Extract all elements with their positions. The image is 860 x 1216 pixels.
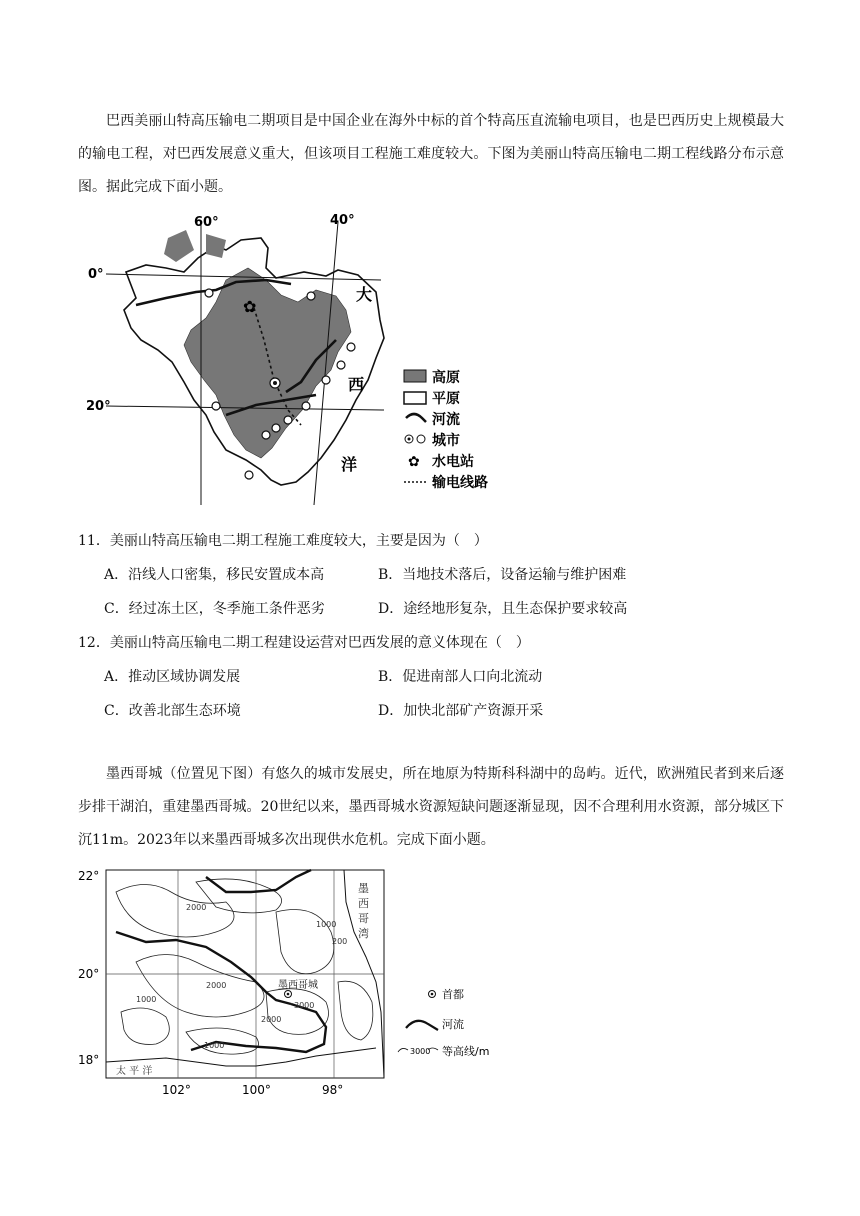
legend-plateau-swatch: [404, 370, 426, 382]
city-marker: [337, 361, 345, 369]
lon-40-label: 40°: [330, 213, 355, 228]
brazil-map: [76, 210, 516, 510]
legend-river: 河流: [442, 1018, 464, 1031]
city-marker: [307, 292, 315, 300]
city-marker: [347, 343, 355, 351]
lat-20-label: 20°: [78, 967, 100, 981]
lat-22-label: 22°: [78, 869, 100, 883]
city-marker: [212, 402, 220, 410]
q12-option-a[interactable]: A．推动区域协调发展: [104, 669, 241, 685]
lon-60-label: 60°: [194, 215, 219, 230]
legend-river-icon: [406, 1021, 438, 1030]
passage-2: 墨西哥城（位置见下图）有悠久的城市发展史，所在地原为特斯科科湖中的岛屿。近代，欧洲殖民者到来后逐步排干湖泊，重建墨西哥城。20世纪以来，墨西哥城水资源短缺问题逐渐显现，因不合理利用水资源，部分城区下沉11m。2023年以来墨西哥城多次出现供水危机。完成下面小题。: [78, 766, 784, 848]
lat-0-label: 0°: [88, 267, 104, 282]
city-marker: [322, 376, 330, 384]
legend-river-icon: [406, 414, 426, 422]
city-marker: [205, 289, 213, 297]
city-marker: [284, 416, 292, 424]
lat-20-label: 20°: [86, 399, 111, 414]
question-12-stem: 12．美丽山特高压输电二期工程建设运营对巴西发展的意义体现在（ ）: [78, 635, 530, 651]
legend-contour-value: 3000: [410, 1047, 431, 1056]
mexico-map: [76, 862, 506, 1102]
gulf-label-3: 哥: [358, 912, 369, 925]
legend-hydropower-icon: ✿: [408, 454, 420, 470]
city-marker: [245, 471, 253, 479]
question-11-stem: 11．美丽山特高压输电二期工程施工难度较大，主要是因为（ ）: [78, 533, 488, 549]
legend-river: 河流: [432, 412, 460, 428]
ocean-label-xi: 西: [348, 375, 365, 394]
contour-label: 1000: [204, 1041, 225, 1050]
city-marker: [302, 402, 310, 410]
gulf-label-1: 墨: [358, 882, 369, 895]
legend-plateau: 高原: [432, 370, 460, 386]
q11-option-b[interactable]: B．当地技术落后，设备运输与维护困难: [378, 567, 627, 583]
contour-label: 1000: [316, 920, 337, 929]
city-marker: [272, 424, 280, 432]
gulf-label-2: 西: [358, 897, 369, 910]
q11-option-a[interactable]: A．沿线人口密集，移民安置成本高: [104, 567, 325, 583]
hydropower-icon: ✿: [243, 297, 257, 316]
pacific-label: 太 平 洋: [116, 1066, 153, 1077]
contour-label: 2000: [261, 1015, 282, 1024]
lat-18-label: 18°: [78, 1053, 100, 1067]
contour-label: 2000: [206, 981, 227, 990]
lon-98-label: 98°: [322, 1083, 344, 1097]
legend-city: 城市: [432, 433, 460, 449]
legend-hydropower: 水电站: [432, 454, 474, 470]
legend-transmission: 输电线路: [432, 475, 488, 491]
legend-capital: 首都: [442, 988, 464, 1001]
city-marker: [262, 431, 270, 439]
contour-label: 200: [332, 937, 348, 946]
gulf-label-4: 湾: [358, 927, 369, 940]
contour-label: 3000: [294, 1001, 315, 1010]
q12-option-d[interactable]: D．加快北部矿产资源开采: [378, 703, 544, 719]
legend-plain: 平原: [432, 391, 460, 407]
passage-1: 巴西美丽山特高压输电二期项目是中国企业在海外中标的首个特高压直流输电项目，也是巴西历史上规模最大的输电工程，对巴西发展意义重大，但该项目工程施工难度较大。下图为美丽山特高压输电二期工程线路分布示意图。据此完成下面小题。: [78, 113, 784, 195]
q11-option-d[interactable]: D．途经地形复杂，且生态保护要求较高: [378, 601, 628, 617]
lon-100-label: 100°: [242, 1083, 271, 1097]
contour-label: 1000: [136, 995, 157, 1004]
lon-102-label: 102°: [162, 1083, 191, 1097]
q12-option-b[interactable]: B．促进南部人口向北流动: [378, 669, 543, 685]
legend-contour: 等高线/m: [442, 1045, 490, 1058]
mexico-city-label: 墨西哥城: [278, 980, 318, 991]
ocean-label-da: 大: [356, 285, 373, 304]
legend-plain-swatch: [404, 392, 426, 404]
q11-option-c[interactable]: C．经过冻土区，冬季施工条件恶劣: [104, 601, 325, 617]
q12-option-c[interactable]: C．改善北部生态环境: [104, 703, 241, 719]
contour-label: 2000: [186, 903, 207, 912]
ocean-label-yang: 洋: [341, 455, 358, 474]
legend-contour-icon: [398, 1048, 408, 1052]
